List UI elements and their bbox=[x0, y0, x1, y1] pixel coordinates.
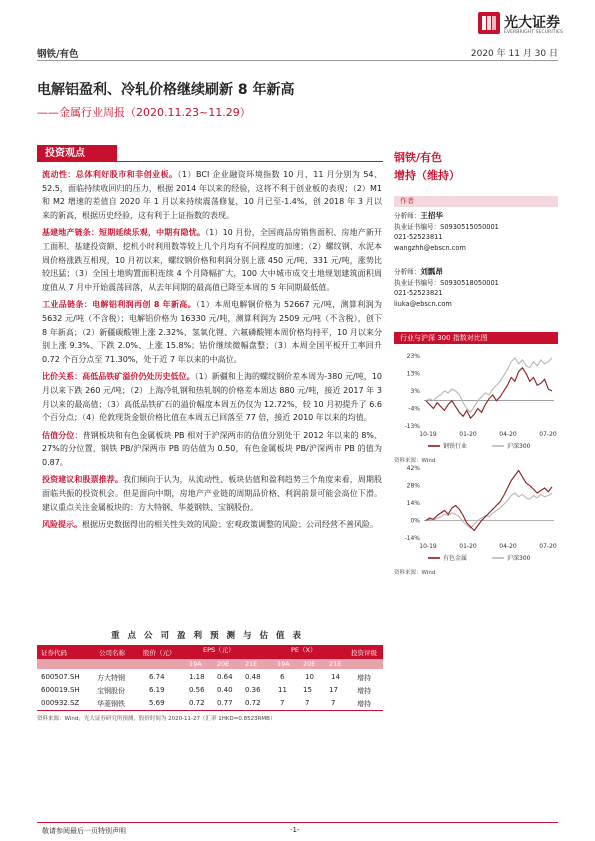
table-row bbox=[37, 684, 383, 697]
analyst-name: 王招华 bbox=[420, 211, 443, 220]
body-column bbox=[42, 168, 382, 536]
table-year: 20E bbox=[217, 660, 230, 668]
table-header-code: 证券代码 bbox=[41, 649, 67, 657]
chart-source-note: 资料来源：Wind bbox=[394, 458, 436, 464]
brand-name: 光大证券 bbox=[504, 15, 560, 31]
paragraph-text: （1）本周电解铜价格为 52667 元/吨，测算利润为 5632 元/吨（不含税）；电解铝价格为 16330 元/吨，测算利润为 2509 元/吨（不含税），创下 8 年新高；（2）新疆碳酸锂上涨 2.32%、氢氧化锂、六氟磷酸锂本周价格均持平，10 月以来分别上涨 9.3%、下跌 2.0%、上涨 15.8%；钴价继续微幅盘整；（3）本周全国平板开工率回升 0.72 个百分点至 71.30%，处于近 7 年以来的中高位。 bbox=[42, 300, 382, 364]
cell-eps: 0.72 bbox=[189, 699, 205, 707]
rating-sector: 钢铁/有色 bbox=[394, 151, 443, 164]
cell-name: 方大特钢 bbox=[97, 674, 125, 682]
cell-pe: 10 bbox=[305, 673, 314, 681]
analyst-phone: 021-52523821 bbox=[394, 289, 443, 297]
cell-pe: 11 bbox=[278, 686, 287, 694]
cell-rating: 增持 bbox=[357, 674, 371, 682]
table-year: 19A bbox=[277, 660, 290, 668]
cell-pe: 15 bbox=[303, 686, 312, 694]
legend-label: 钢铁行业 bbox=[443, 443, 468, 450]
footer-divider bbox=[37, 822, 558, 823]
header-sector: 钢铁/有色 bbox=[37, 49, 79, 60]
cell-eps: 0.64 bbox=[217, 673, 233, 681]
cell-pe: 7 bbox=[280, 699, 285, 707]
paragraph-recommendation bbox=[42, 473, 382, 514]
y-tick-label: 3% bbox=[410, 388, 420, 395]
paragraph-lead: 流动性：总体利好股市和非创业板。 bbox=[42, 170, 178, 179]
paragraph-text: （1）10 月份，全国商品房销售面积、房地产新开工面积、基建投资额、挖机小时利用数等较上几个月均有不同程度的加速；（2）螺纹钢、水泥本周价格涨跌互相现，10 月初以来，螺纹钢价格和利润分别上涨 450 元/吨、331 元/吨，涨势比较迅猛；（3）全国土地购置面积连续 4 个月降幅扩大，100 大中城市成交土地规划建筑面积周度值从 7 月中开始震荡回落，从去年同期的最高值已降至本周的 5 年同期最低值。 bbox=[42, 228, 383, 292]
table-header-price: 股价（元） bbox=[143, 649, 176, 657]
cell-name: 华菱钢铁 bbox=[97, 700, 125, 708]
paragraph-text: 我们倾向于认为，从流动性、板块估值和盈利趋势三个角度来看，周期股面临共振的投资机会。但是面向中期，房地产产业链的周期品价格、利润前景可能会高位下滑。建议重点关注金属板块的：方大特钢、华菱钢铁、宝钢股份。 bbox=[42, 475, 383, 512]
header-divider bbox=[37, 60, 558, 61]
analyst-phone: 021-52523811 bbox=[394, 233, 443, 241]
table-year: 20E bbox=[303, 660, 316, 668]
analyst-email[interactable]: wangzhh@ebscn.com bbox=[394, 243, 466, 252]
legend-label: 沪深300 bbox=[507, 443, 531, 450]
table-subheader-row bbox=[37, 659, 383, 669]
cell-code: 600019.SH bbox=[41, 686, 80, 694]
y-tick-label: -14% bbox=[404, 535, 420, 542]
paragraph-text: （1）新疆和上海的螺纹钢价差本周为-380 元/吨，10 月以来下跌 260 元/吨；（2）上海冷轧钢和热轧钢的价格差本周达 880 元/吨，接近 2017 年 3 月以来的最高值；（3）高低品铁矿石的溢价幅度本周五仍仅为 12.72%，较 10 月初提升了 6.6 个百分点；（4）伦敦现货金银价格比值在本周五已回落至 77 倍，接近 2010 年以来的均值。 bbox=[42, 372, 382, 423]
series-line bbox=[426, 368, 552, 419]
table-year: 21E bbox=[329, 660, 342, 668]
cell-pe: 14 bbox=[331, 673, 340, 681]
table-row bbox=[37, 671, 383, 684]
cell-code: 600507.SH bbox=[41, 673, 80, 681]
analyst-name: 刘瓢昂 bbox=[420, 267, 443, 276]
cell-eps: 0.36 bbox=[245, 686, 261, 694]
table-year: 21E bbox=[245, 660, 258, 668]
author-label: 作者 bbox=[394, 196, 558, 207]
x-tick-label: 01-20 bbox=[459, 431, 477, 438]
table-header-pe: PE（X） bbox=[291, 646, 317, 654]
rating-value: 增持（维持） bbox=[394, 169, 460, 182]
y-tick-label: 0% bbox=[410, 517, 420, 525]
cell-eps: 0.48 bbox=[245, 673, 261, 681]
table-header-name: 公司名称 bbox=[99, 649, 125, 657]
cell-name: 宝钢股份 bbox=[97, 687, 125, 695]
x-tick-label: 10-19 bbox=[419, 543, 437, 550]
analyst-cert: 执业证书编号：S0930515050001 bbox=[394, 222, 499, 231]
y-tick-label: -4% bbox=[408, 405, 420, 413]
brand-name-en: EVERBRIGHT SECURITIES bbox=[504, 30, 563, 35]
series-line bbox=[426, 471, 552, 531]
table-header-eps: EPS（元） bbox=[203, 646, 235, 654]
table-source-note: 资料来源：Wind，光大证券研究所预测，股价时间为 2020-11-27（汇率 1HKD=0.8523RMB） bbox=[37, 716, 276, 722]
x-tick-label: 04-20 bbox=[499, 431, 517, 438]
paragraph-lead: 估值分位 bbox=[42, 430, 75, 440]
paragraph-text: 根据历史数据得出的相关性失效的风险；宏观政策调整的风险；公司经营不善风险。 bbox=[82, 520, 378, 530]
cell-rating: 增持 bbox=[357, 687, 371, 695]
page-number: -1- bbox=[290, 826, 300, 834]
brand-logo-icon bbox=[478, 12, 500, 34]
analyst-card bbox=[394, 211, 499, 253]
paragraph-risk bbox=[42, 518, 382, 532]
cell-pe: 17 bbox=[329, 686, 338, 694]
y-tick-label: 13% bbox=[406, 370, 420, 378]
report-subtitle: ——金属行业周报（2020.11.23~11.29） bbox=[37, 106, 251, 119]
steel-vs-csi300-chart bbox=[394, 350, 558, 455]
paragraph-valuation bbox=[42, 429, 382, 470]
x-tick-label: 10-19 bbox=[419, 431, 437, 438]
legend-label: 有色金属 bbox=[443, 555, 468, 562]
y-tick-label: 14% bbox=[406, 500, 420, 507]
cell-price: 5.69 bbox=[149, 699, 165, 707]
x-tick-label: 04-20 bbox=[499, 543, 517, 550]
paragraph-lead: 工业品链条：电解铝利润再创 8 年新高。 bbox=[42, 300, 197, 310]
footer-disclaimer: 敬请参阅最后一页特别声明 bbox=[42, 827, 126, 835]
chart-section-title: 行业与沪深 300 指数对比图 bbox=[394, 332, 558, 344]
analyst-role: 分析师： bbox=[394, 212, 421, 220]
cell-eps: 0.77 bbox=[217, 699, 233, 707]
report-title: 电解铝盈利、冷轧价格继续刷新 8 年新高 bbox=[37, 82, 295, 98]
cell-eps: 0.72 bbox=[245, 699, 261, 707]
x-tick-label: 01-20 bbox=[459, 543, 477, 550]
cell-eps: 0.40 bbox=[217, 686, 233, 694]
cell-eps: 1.18 bbox=[189, 673, 205, 681]
paragraph-industrial-chain bbox=[42, 298, 382, 366]
chart-source-note: 资料来源：Wind bbox=[394, 570, 436, 576]
table-header-rating: 投资评级 bbox=[351, 649, 377, 657]
cell-code: 000932.SZ bbox=[41, 699, 80, 707]
series-line bbox=[426, 358, 552, 413]
table-row bbox=[37, 697, 383, 710]
y-tick-label: 23% bbox=[406, 353, 420, 360]
table-header-row bbox=[37, 645, 383, 659]
y-tick-label: 28% bbox=[406, 482, 420, 490]
legend-label: 沪深300 bbox=[507, 555, 531, 562]
paragraph-lead: 基建地产链条：短期延续乐观，中期有隐忧。 bbox=[42, 228, 206, 238]
x-tick-label: 07-20 bbox=[539, 543, 557, 550]
cell-eps: 0.56 bbox=[189, 686, 205, 694]
table-year: 19A bbox=[189, 660, 202, 668]
paragraph-lead: 投资建议和股票推荐。 bbox=[42, 475, 123, 485]
paragraph-text: （1）BCI 企业融资环境指数 10 月、11 月分别为 54、52.5，面临持续收回归的压力，根据 2014 年以来的经验，这将不利于创业板的表现；（2）M1 和 M2 增速的差值自 2020 年 1 月以来持续震荡修复，10 月已至-1.4%，创 2018 年 3 月以来的新高，根据历史经验，这有利于上证指数的表现。 bbox=[42, 170, 382, 220]
cell-pe: 7 bbox=[305, 699, 310, 707]
analyst-role: 分析师： bbox=[394, 268, 421, 276]
paragraph-liquidity bbox=[42, 168, 382, 222]
paragraph-price-ratio bbox=[42, 370, 382, 424]
analyst-cert: 执业证书编号：S0930518050001 bbox=[394, 278, 499, 287]
analyst-card bbox=[394, 267, 499, 309]
paragraph-lead: 风险提示。 bbox=[42, 520, 82, 530]
cell-price: 6.19 bbox=[149, 686, 165, 694]
table-title: 重点公司盈利预测与估值表 bbox=[110, 631, 309, 641]
cell-pe: 7 bbox=[331, 699, 336, 707]
paragraph-text: ：普钢板块和有色金属板块 PB 相对于沪深两市的估值分别处于 2012 年以来的 8%、27%的分位置，钢铁 PB/沪深两市 PB 的估值为 0.50，有色金属板块 PB/沪深两市 PB 的值为 0.87。 bbox=[42, 430, 383, 467]
section-divider bbox=[117, 161, 383, 162]
nonferrous-vs-csi300-chart bbox=[394, 462, 558, 567]
y-tick-label: -13% bbox=[404, 423, 420, 430]
paragraph-lead: 比价关系：高低品铁矿溢价仍处历史低位。 bbox=[42, 372, 195, 382]
analyst-email[interactable]: liuka@ebscn.com bbox=[394, 299, 452, 308]
table-bottom-rule bbox=[37, 710, 383, 711]
paragraph-property-chain bbox=[42, 226, 382, 294]
cell-rating: 增持 bbox=[357, 700, 371, 708]
x-tick-label: 07-20 bbox=[539, 431, 557, 438]
brand-logo bbox=[478, 12, 578, 40]
cell-price: 6.74 bbox=[149, 673, 165, 681]
section-label: 投资观点 bbox=[37, 145, 117, 162]
report-date: 2020 年 11 月 30 日 bbox=[470, 49, 558, 59]
y-tick-label: 42% bbox=[406, 465, 420, 472]
cell-pe: 6 bbox=[280, 673, 285, 681]
